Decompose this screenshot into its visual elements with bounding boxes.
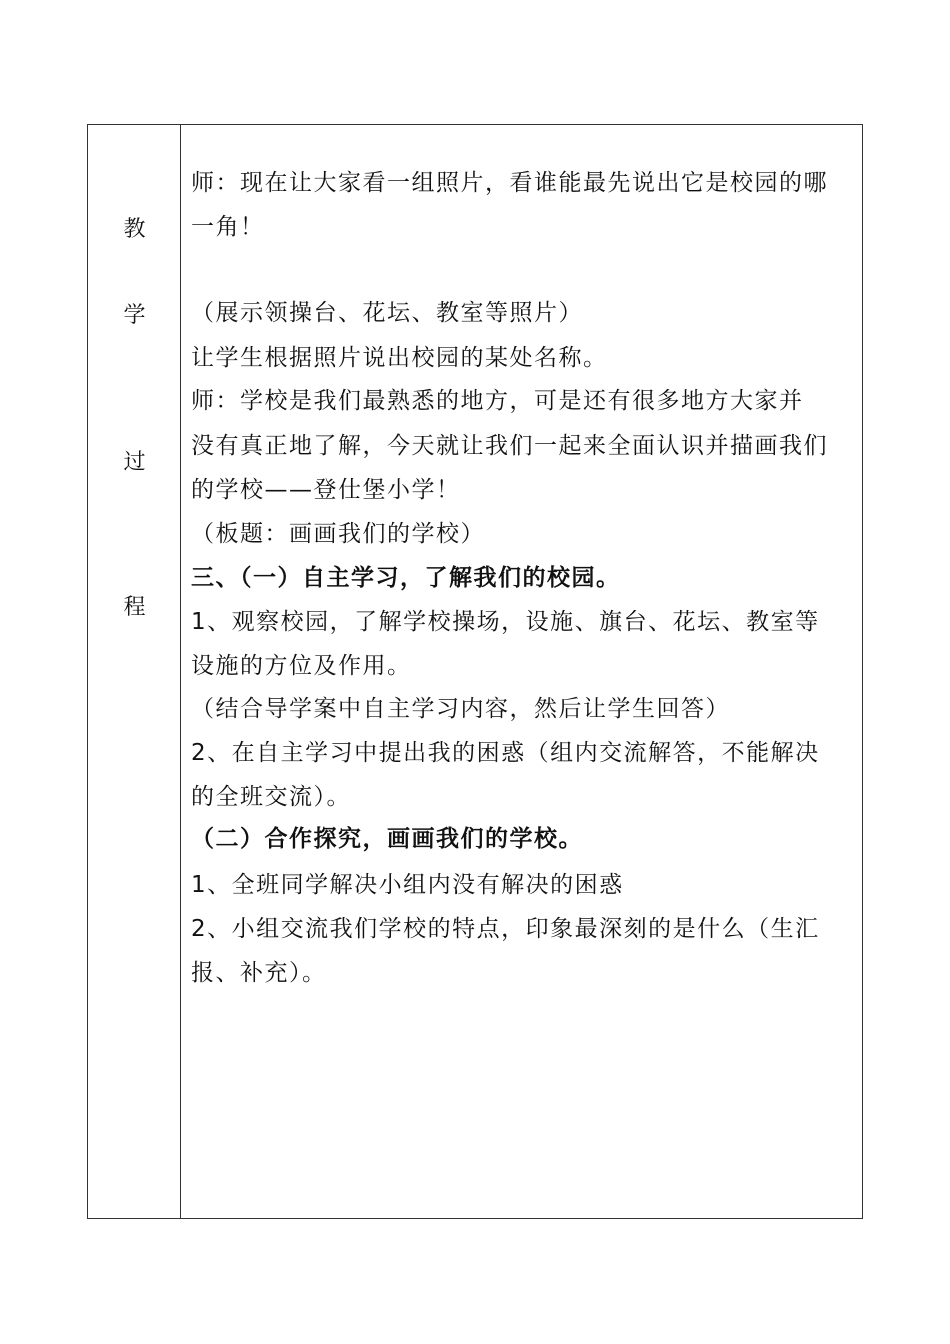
- content-line: 2、在自主学习中提出我的困惑（组内交流解答，不能解决: [191, 740, 820, 766]
- section-heading: 三、（一）自主学习，了解我们的校园。: [191, 565, 621, 591]
- content-line: 让学生根据照片说出校园的某处名称。: [191, 345, 608, 371]
- content-line: 报、补充）。: [191, 960, 327, 986]
- content-line: 的学校——登仕堡小学！: [191, 477, 461, 503]
- content-line: （展示领操台、花坛、教室等照片）: [191, 300, 583, 326]
- lesson-content: [181, 125, 862, 1218]
- content-line: 2、小组交流我们学校的特点，印象最深刻的是什么（生汇: [191, 916, 820, 942]
- side-label-char: 程: [123, 595, 146, 620]
- content-line: 设施的方位及作用。: [191, 653, 412, 679]
- side-label-char: 学: [123, 303, 146, 328]
- lesson-table: [87, 124, 863, 1219]
- content-line: 没有真正地了解，今天就让我们一起来全面认识并描画我们: [191, 433, 828, 459]
- side-label-char: 过: [123, 450, 146, 475]
- content-line: （结合导学案中自主学习内容，然后让学生回答）: [191, 696, 730, 722]
- content-line: 师：学校是我们最熟悉的地方，可是还有很多地方大家并: [191, 388, 804, 414]
- content-line: 1、全班同学解决小组内没有解决的困惑: [191, 872, 624, 898]
- content-line: 的全班交流）。: [191, 784, 351, 810]
- content-line: （板题：画画我们的学校）: [191, 521, 485, 547]
- content-line: 师：现在让大家看一组照片，看谁能最先说出它是校园的哪: [191, 170, 828, 196]
- side-label-column: [88, 125, 181, 1218]
- content-line: 1、观察校园，了解学校操场，设施、旗台、花坛、教室等: [191, 609, 820, 635]
- section-heading: （二）合作探究，画画我们的学校。: [191, 826, 583, 852]
- side-label-char: 教: [123, 217, 146, 242]
- content-line: 一角！: [191, 214, 265, 240]
